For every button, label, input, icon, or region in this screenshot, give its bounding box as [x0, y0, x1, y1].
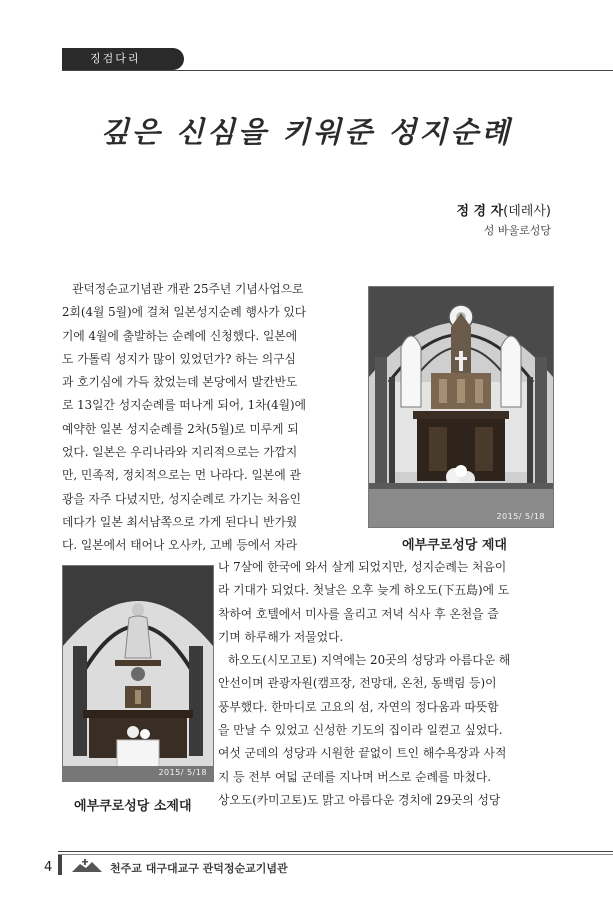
- article-title: 깊은 신심을 키워준 성지순례: [100, 115, 513, 149]
- body-line: 지 등 전부 여덟 군데를 지나며 버스로 순례를 마쳤다.: [218, 769, 492, 784]
- altar-illustration: [369, 287, 553, 527]
- body-column-right: [218, 556, 548, 812]
- section-tab: 징검다리: [62, 48, 184, 70]
- side-altar-photo-caption: 에부쿠로성당 소제대: [74, 799, 192, 814]
- body-line: 라 기대가 되었다. 첫날은 오후 늦게 하오도(下五島)에 도: [218, 583, 510, 598]
- body-line: 었다. 일본은 우리나라와 지리적으로는 가깝지: [62, 445, 298, 460]
- side-altar-photo: [62, 565, 214, 782]
- photo-date-stamp: 2015/ 5/18: [496, 512, 545, 521]
- body-line: 관덕정순교기념관 개관 25주년 기념사업으로: [72, 282, 304, 296]
- body-line: 데다가 일본 최서남쪽으로 가게 된다니 반가웠: [62, 514, 298, 529]
- footer-rule-secondary: [58, 854, 613, 855]
- church-logo-icon: [70, 858, 104, 874]
- footer-divider: [58, 855, 62, 875]
- header-rule: [62, 70, 613, 71]
- body-line: 풍부했다. 한마디로 고요의 섬, 자연의 정다움과 따뜻함: [218, 699, 499, 714]
- page-number: 4: [44, 860, 53, 875]
- body-line: 예약한 일본 성지순례를 2차(5월)로 미루게 되: [62, 421, 299, 436]
- author-name: 정 경 자: [456, 204, 504, 219]
- body-line: 기며 하루해가 저물었다.: [218, 629, 344, 644]
- body-line: 로 13일간 성지순례를 떠나게 되어, 1차(4월)에: [62, 398, 307, 413]
- body-line: 하오도(시모고토) 지역에는 20곳의 성당과 아름다운 해: [228, 653, 511, 668]
- body-line: 기에 4월에 출발하는 순례에 신청했다. 일본에: [62, 328, 298, 343]
- body-line: 다. 일본에서 태어나 오사카, 고베 등에서 자라: [62, 538, 298, 553]
- side-altar-illustration: [63, 566, 213, 781]
- body-line: 을 만날 수 있었고 신성한 기도의 집이라 일컫고 싶었다.: [218, 723, 503, 738]
- body-line: 상오도(카미고토)도 맑고 아름다운 경치에 29곳의 성당: [218, 792, 501, 807]
- body-line: 만, 민족적, 정치적으로는 먼 나라다. 일본에 관: [62, 468, 301, 483]
- body-line: 나 7살에 한국에 와서 살게 되었지만, 성지순례는 처음이: [218, 560, 507, 574]
- author-parish: 성 바울로성당: [483, 224, 551, 237]
- body-line: 도 가톨릭 성지가 많이 있었던가? 하는 의구심: [62, 351, 296, 366]
- author-line: [456, 200, 551, 219]
- body-line: 과 호기심에 가득 찼었는데 본당에서 발칸반도: [62, 375, 298, 390]
- body-line: 2회(4월 5월)에 걸쳐 일본성지순례 행사가 있다: [62, 305, 307, 320]
- body-column-left: [62, 278, 352, 558]
- body-line: 여섯 군데의 성당과 시원한 끝없이 트인 해수욕장과 사적: [218, 746, 507, 761]
- body-line: 안선이며 관광자원(캠프장, 전망대, 온천, 동백림 등)이: [218, 676, 497, 691]
- author-role: (데레사): [503, 204, 551, 219]
- body-line: 광을 자주 다녔지만, 성지순례로 가기는 처음인: [62, 491, 302, 506]
- photo-date-stamp: 2015/ 5/18: [158, 768, 207, 777]
- altar-photo: [368, 286, 554, 528]
- publication-name: 천주교 대구대교구 관덕정순교기념관: [110, 862, 288, 875]
- footer-rule: [58, 851, 613, 852]
- body-line: 착하여 호텔에서 미사를 올리고 저녁 식사 후 온천을 즐: [218, 606, 499, 621]
- altar-photo-caption: 에부쿠로성당 제대: [402, 538, 507, 553]
